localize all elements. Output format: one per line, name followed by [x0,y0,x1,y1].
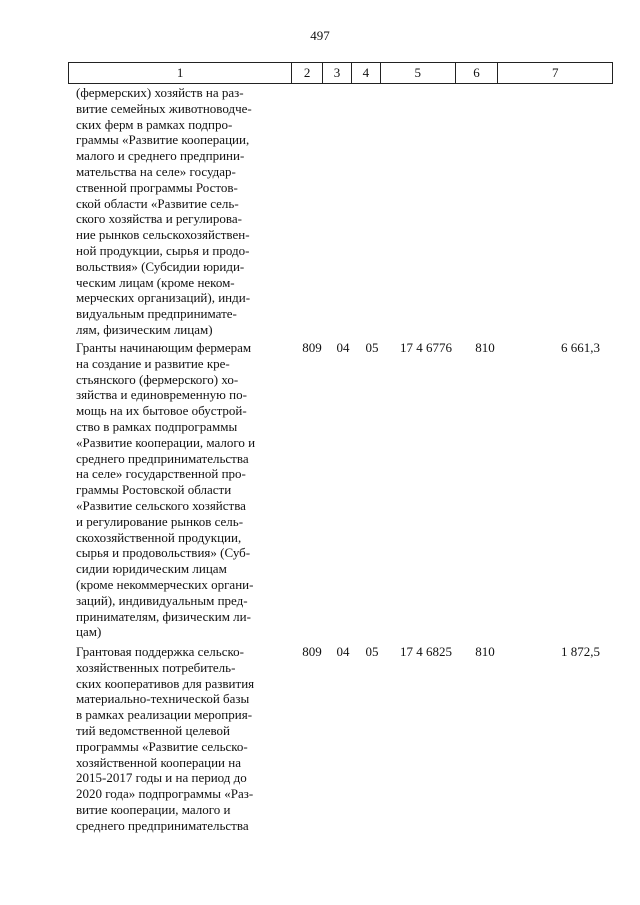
row-col-6: 810 [475,644,495,659]
table-row [68,644,613,834]
row-col-7: 1 872,5 [561,644,600,659]
row-col-3: 04 [336,340,350,355]
row-col-4: 05 [365,340,379,355]
header-col-7: 7 [497,63,612,83]
table-header [68,62,613,84]
table-row [68,340,613,640]
row-col-4: 05 [365,644,379,659]
row-col-5: 17 4 6825 [400,644,452,659]
page-number: 497 [310,28,330,43]
row-description: Грантовая поддержка сельско- хозяйственных потребитель- ских кооперативов для развития материально-технической базы в рамках реализации мероприя- тий ведомственной целевой программы «Развитие сельско- хозяйственной кооперации на 2015-2017 годы и на период до 2020 года» подпрограммы «Раз- витие кооперации, малого и среднего предпринимательства [76,644,255,833]
row-col-5: 17 4 6776 [400,340,452,355]
row-col-2: 809 [302,340,322,355]
header-col-4: 4 [351,63,380,83]
table-row [68,85,613,338]
row-col-6: 810 [475,340,495,355]
header-col-3: 3 [322,63,351,83]
row-col-2: 809 [302,644,322,659]
header-col-6: 6 [455,63,498,83]
header-col-1: 1 [176,65,184,80]
row-description: (фермерских) хозяйств на раз- витие семейных животноводче- ских ферм в рамках подпро- граммы «Развитие кооперации, малого и среднего предприни- мательства на селе» государ- ственной программы Ростов- ской области «Развитие сель- ского хозяйства и регулирова- ние рынков сельскохозяйствен- ной продукции, сырья и продо- вольствия» (Субсидии юриди- ческим лицам (кроме неком- мерческих организаций), инди- видуальным предпринимате- лям, физическим лицам) [76,85,252,337]
row-description: Гранты начинающим фермерам на создание и развитие кре- стьянского (фермерского) хо- зяйства и единовременную по- мощь на их бытовое обустрой- ство в рамках подпрограммы «Развитие кооперации, малого и среднего предпринимательства на селе» государственной про- граммы Ростовской области «Развитие сельского хозяйства и регулирование рынков сель- скохозяйственной продукции, сырья и продовольствия» (Суб- сидии юридическим лицам (кроме некоммерческих органи- заций), индивидуальным пред- принимателям, физическим ли- цам) [76,340,256,640]
header-col-2: 2 [291,63,322,83]
row-col-3: 04 [336,644,350,659]
row-col-7: 6 661,3 [561,340,600,355]
header-col-5: 5 [380,63,455,83]
